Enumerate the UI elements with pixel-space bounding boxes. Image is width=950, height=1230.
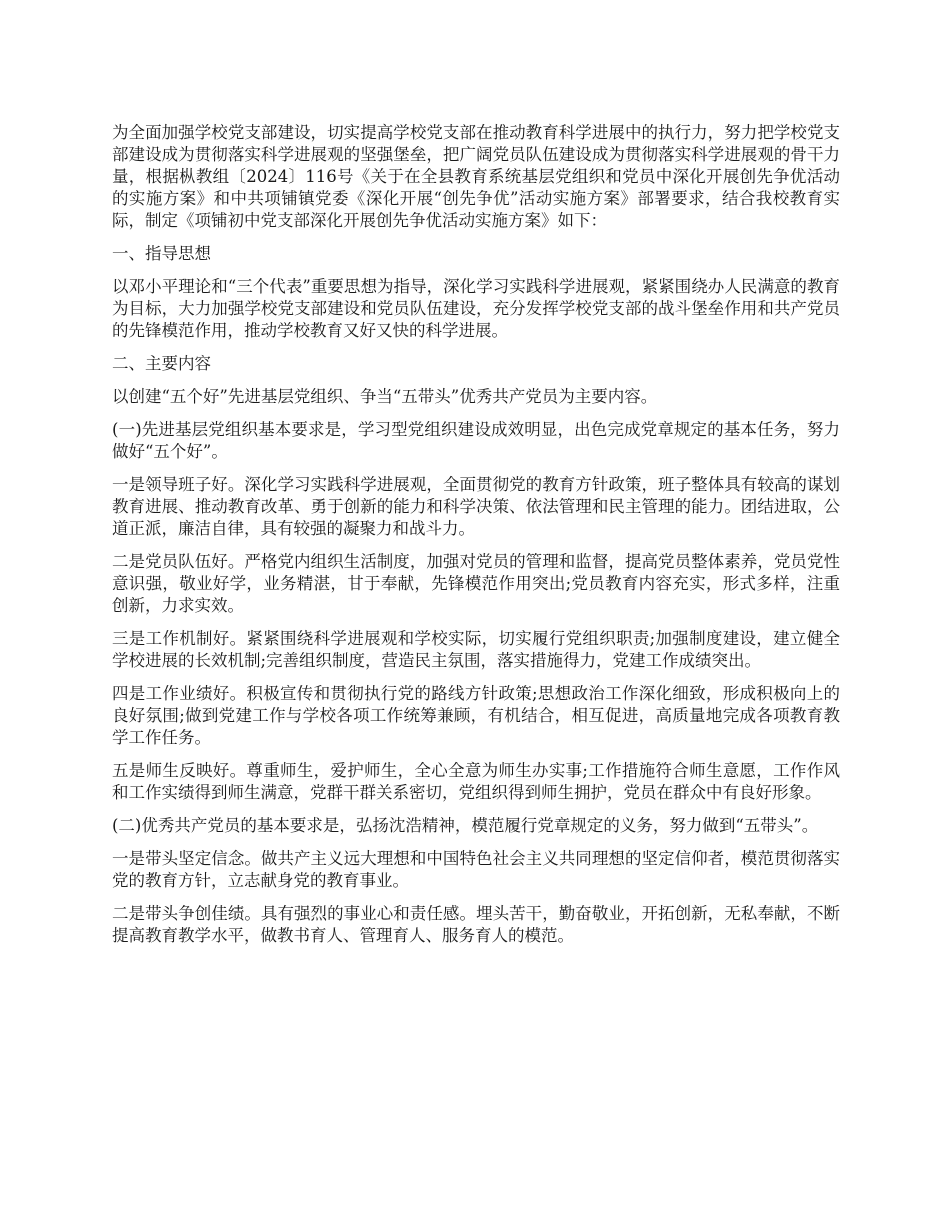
intro-paragraph: 为全面加强学校党支部建设，切实提高学校党支部在推动教育科学进展中的执行力，努力把学校党支部建设成为贯彻落实科学进展观的坚强堡垒，把广阔党员队伍建设成为贯彻落实科学进展观的骨干力量，根据枞教组〔2024〕116号《关于在全县教育系统基层党组织和党员中深化开展创先争优活动的实施方案》和中共项铺镇党委《深化开展“创先争优”活动实施方案》部署要求，结合我校教育实际，制定《项铺初中党支部深化开展创先争优活动实施方案》如下： bbox=[112, 123, 840, 230]
guiding-ideology-paragraph: 以邓小平理论和“三个代表”重要思想为指导，深化学习实践科学进展观，紧紧围绕办人民满意的教育为目标，大力加强学校党支部建设和党员队伍建设，充分发挥学校党支部的战斗堡垒作用和共产党员的先锋模范作用，推动学校教育又好又快的科学进展。 bbox=[112, 277, 840, 340]
work-performance-paragraph: 四是工作业绩好。积极宣传和贯彻执行党的路线方针政策;思想政治工作深化细致，形成积极向上的良好氛围;做到党建工作与学校各项工作统筹兼顾，有机结合，相互促进，高质量地完成各项教育教学工作任务。 bbox=[112, 684, 840, 747]
leadership-paragraph: 一是领导班子好。深化学习实践科学进展观，全面贯彻党的教育方针政策，班子整体具有较高的谋划教育进展、推动教育改革、勇于创新的能力和科学决策、依法管理和民主管理的能力。团结进取，公道正派，廉洁自律，具有较强的凝聚力和战斗力。 bbox=[112, 475, 840, 538]
document-body bbox=[112, 122, 840, 958]
strive-achievement-paragraph: 二是带头争创佳绩。具有强烈的事业心和责任感。埋头苦干，勤奋敬业，开拓创新，无私奉献，不断提高教育教学水平，做教书育人、管理育人、服务育人的模范。 bbox=[112, 904, 840, 945]
work-mechanism-paragraph: 三是工作机制好。紧紧围绕科学进展观和学校实际，切实履行党组织职责;加强制度建设，建立健全学校进展的长效机制;完善组织制度，营造民主氛围，落实措施得力，党建工作成绩突出。 bbox=[112, 629, 840, 670]
section-heading-main-content: 二、主要内容 bbox=[112, 354, 211, 373]
section-heading-guiding-ideology: 一、指导思想 bbox=[112, 244, 211, 263]
firm-belief-paragraph: 一是带头坚定信念。做共产主义远大理想和中国特色社会主义共同理想的坚定信仰者，模范贯彻落实党的教育方针，立志献身党的教育事业。 bbox=[112, 849, 840, 890]
feedback-paragraph: 五是师生反映好。尊重师生，爱护师生，全心全意为师生办实事;工作措施符合师生意愿，工作作风和工作实绩得到师生满意，党群干群关系密切，党组织得到师生拥护，党员在群众中有良好形象。 bbox=[112, 761, 840, 802]
member-requirements-paragraph: (二)优秀共产党员的基本要求是，弘扬沈浩精神，模范履行党章规定的义务，努力做到“五带头”。 bbox=[112, 816, 819, 835]
party-organization-requirements-paragraph: (一)先进基层党组织基本要求是，学习型党组织建设成效明显，出色完成党章规定的基本任务，努力做好“五个好”。 bbox=[112, 420, 840, 461]
member-team-paragraph: 二是党员队伍好。严格党内组织生活制度，加强对党员的管理和监督，提高党员整体素养，党员党性意识强，敬业好学，业务精湛，甘于奉献，先锋模范作用突出;党员教育内容充实，形式多样，注重创新，力求实效。 bbox=[112, 552, 840, 615]
main-content-paragraph: 以创建“五个好”先进基层党组织、争当“五带头”优秀共产党员为主要内容。 bbox=[112, 387, 658, 406]
